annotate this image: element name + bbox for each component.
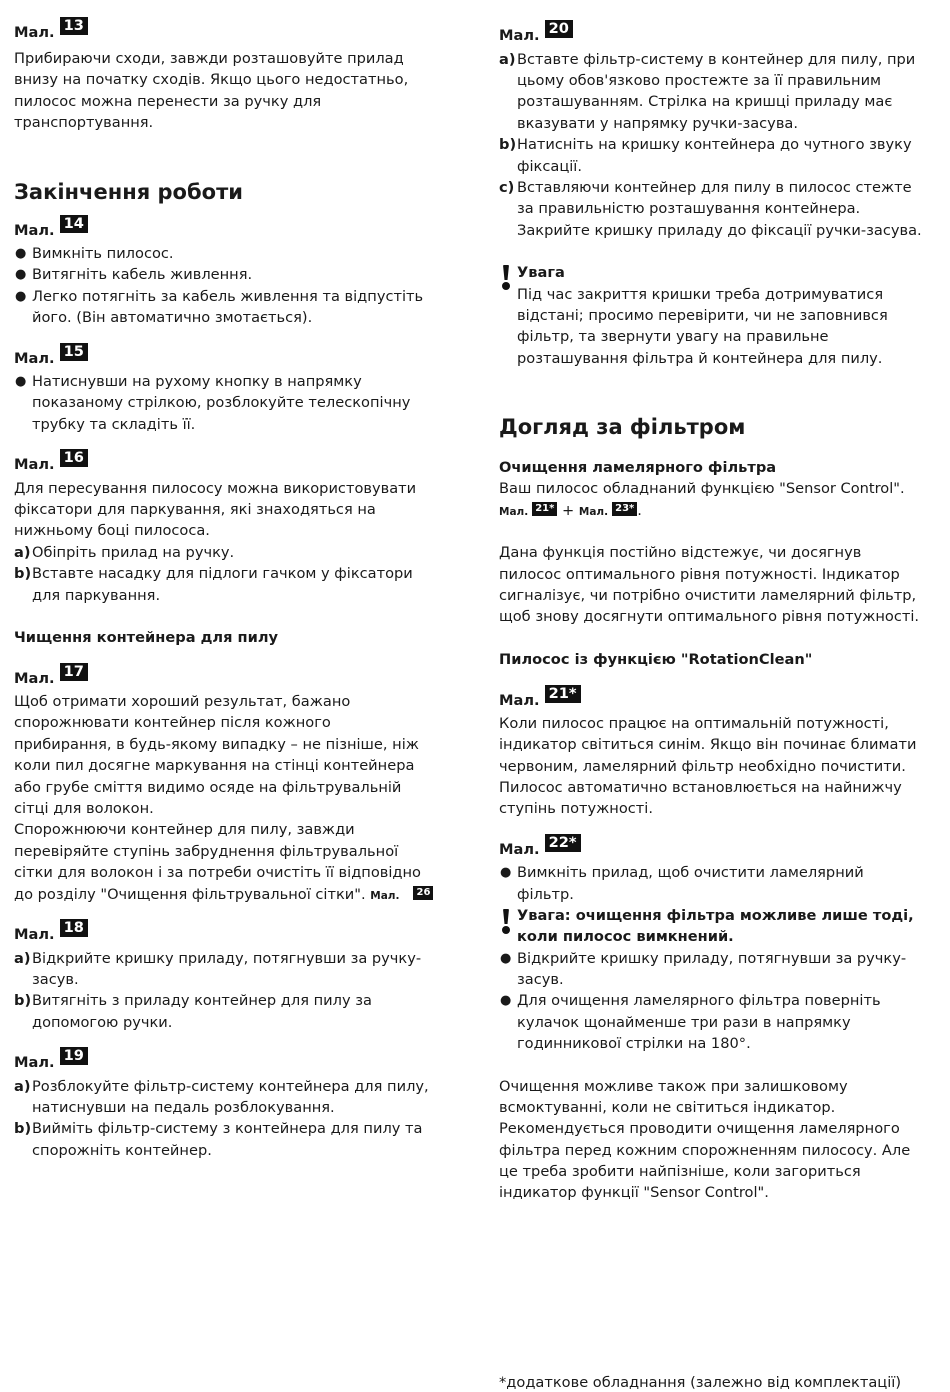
list-item-cont: годинникової стрілки на 180°. — [517, 1035, 751, 1052]
step-label: b) — [14, 565, 32, 582]
step-text: для паркування. — [32, 587, 161, 604]
step-text: Вийміть фільтр-систему з контейнера для пилу та — [32, 1120, 423, 1137]
list-item: Легко потягніть за кабель живлення та відпустіть — [32, 288, 424, 305]
figure-ref-22: Мал. 22* — [499, 841, 581, 859]
step-label: b) — [14, 1120, 32, 1137]
paragraph-line: Прибираючи сходи, завжди розташовуйте прилад — [14, 50, 404, 67]
bullet-icon: ● — [15, 246, 27, 261]
list-item: Для очищення ламелярного фільтра поверніть — [517, 992, 881, 1009]
paragraph-line: нижньому боці пилососа. — [14, 522, 210, 539]
list-item-cont: показаному стрілкою, розблокуйте телескопічну — [32, 394, 411, 411]
step-label: a) — [14, 950, 31, 967]
list-item-cont: засув. — [517, 971, 564, 988]
paragraph-line: Пилосос автоматично встановлюється на найнижчу — [499, 779, 902, 796]
step-text: вказувати у напрямку ручки-засува. — [517, 115, 799, 132]
list-item: Вимкніть пилосос. — [32, 245, 174, 262]
step-text: спорожніть контейнер. — [32, 1142, 212, 1159]
warning-text: фільтр, та звернути увагу на правильне — [517, 328, 829, 345]
bullet-icon: ● — [500, 951, 512, 966]
paragraph-line: коли пил досягне маркування на стінці контейнера — [14, 757, 415, 774]
step-text: за правильністю розташування контейнера. — [517, 200, 861, 217]
step-text: Відкрийте кришку приладу, потягнувши за ручку- — [32, 950, 422, 967]
warning-text: відстані; просимо перевірити, чи не заповнився — [517, 307, 888, 324]
list-item-cont: кулачок щонайменше три рази в напрямку — [517, 1014, 851, 1031]
warning-text: розташування фільтра й контейнера для пилу. — [517, 350, 883, 367]
figure-ref-inline: Мал. 21* + Мал. 23* . — [499, 502, 642, 519]
step-text: засув. — [32, 971, 79, 988]
step-text: фіксації. — [517, 158, 582, 175]
paragraph-line: Ваш пилосос обладнаний функцією "Sensor Control". — [499, 480, 905, 497]
figure-ref-18: Мал. 18 — [14, 926, 88, 944]
list-item-cont: трубку та складіть її. — [32, 416, 196, 433]
paragraph-line: Рекомендується проводити очищення ламелярного — [499, 1120, 900, 1137]
list-item-cont: його. (Він автоматично змотається). — [32, 309, 313, 326]
paragraph-line: пилосос можна перенести за ручку для — [14, 93, 322, 110]
paragraph-line: індикатор світиться синім. Якщо він починає блимати — [499, 736, 917, 753]
paragraph-line: сітки для волокон і за потреби очистіть її відповідно — [14, 864, 421, 881]
paragraph-line: Щоб отримати хороший результат, бажано — [14, 693, 351, 710]
paragraph-line: або грубе сміття видимо осяде на фільтрувальній — [14, 779, 402, 796]
paragraph-line: ступінь потужності. — [499, 800, 653, 817]
subheading-lamellar: Очищення ламелярного фільтра — [499, 459, 777, 476]
list-item: Вимкніть прилад, щоб очистити ламелярний — [517, 864, 864, 881]
step-text: Вставляючи контейнер для пилу в пилосос стежте — [517, 179, 912, 196]
figure-ref-16: Мал. 16 — [14, 456, 88, 474]
paragraph-line: сигналізує, чи потрібно очистити ламелярний фільтр, — [499, 587, 917, 604]
subheading-rotationclean: Пилосос із функцією "RotationClean" — [499, 651, 813, 668]
warning-icon — [500, 265, 512, 295]
bullet-icon: ● — [500, 865, 512, 880]
paragraph-line: пилосос оптимального рівня потужності. Індикатор — [499, 566, 900, 583]
paragraph-line: внизу на початку сходів. Якщо цього недостатньо, — [14, 71, 409, 88]
paragraph-line: індикатор функції "Sensor Control". — [499, 1184, 769, 1201]
step-label: a) — [14, 1078, 31, 1095]
paragraph-line: Спорожнюючи контейнер для пилу, завжди — [14, 821, 355, 838]
paragraph-line: фіксатори для паркування, які знаходяться на — [14, 501, 376, 518]
step-text: Натисніть на кришку контейнера до чутного звуку — [517, 136, 912, 153]
warning-text: коли пилосос вимкнений. — [517, 928, 734, 945]
bullet-icon: ● — [500, 993, 512, 1008]
figure-ref-15: Мал. 15 — [14, 350, 88, 368]
bullet-icon: ● — [15, 374, 27, 389]
paragraph-line: прибирання, в будь-якому випадку – не пізніше, ніж — [14, 736, 419, 753]
step-text: Закрийте кришку приладу до фіксації ручки-засува. — [517, 222, 922, 239]
paragraph-line: це треба зробити найпізніше, коли загориться — [499, 1163, 861, 1180]
paragraph-line: до розділу "Очищення фільтрувальної сітки". Мал. 26 — [14, 884, 433, 907]
footnote: *додаткове обладнання (залежно від комплектації) — [499, 1374, 902, 1391]
paragraph-line: всмоктуванні, коли не світиться індикатор. — [499, 1099, 836, 1116]
step-text: Обіпріть прилад на ручку. — [32, 544, 235, 561]
section-heading-finish: Закінчення роботи — [14, 180, 243, 204]
list-item-cont: фільтр. — [517, 886, 574, 903]
paragraph-line: Для пересування пилососу можна використовувати — [14, 480, 417, 497]
bullet-icon: ● — [15, 289, 27, 304]
warning-icon — [500, 909, 512, 939]
warning-text: Під час закриття кришки треба дотримуватися — [517, 286, 884, 303]
step-text: Вставте насадку для підлоги гачком у фіксатори — [32, 565, 413, 582]
step-label: c) — [499, 179, 515, 196]
step-label: a) — [499, 51, 516, 68]
figure-ref-20: Мал. 20 — [499, 27, 573, 45]
bullet-icon: ● — [15, 267, 27, 282]
figure-ref-14: Мал. 14 — [14, 222, 88, 240]
paragraph-line: фільтра перед кожним спорожненням пилососу. Але — [499, 1142, 911, 1159]
warning-text: Увага: очищення фільтра можливе лише тоді, — [517, 907, 914, 924]
figure-ref-19: Мал. 19 — [14, 1054, 88, 1072]
step-text: розташуванням. Стрілка на кришці приладу має — [517, 93, 893, 110]
step-text: допомогою ручки. — [32, 1014, 173, 1031]
paragraph-line: сітці для волокон. — [14, 800, 154, 817]
figure-ref-17: Мал. 17 — [14, 670, 88, 688]
paragraph-line: спорожнювати контейнер після кожного — [14, 714, 331, 731]
figure-ref-21: Мал. 21* — [499, 692, 581, 710]
list-item: Натиснувши на рухому кнопку в напрямку — [32, 373, 362, 390]
paragraph-line: Очищення можливе також при залишковому — [499, 1078, 848, 1095]
paragraph-line: червоним, ламелярний фільтр необхідно почистити. — [499, 758, 906, 775]
step-label: a) — [14, 544, 31, 561]
subheading-dust-container: Чищення контейнера для пилу — [14, 629, 279, 646]
warning-title: Увага — [517, 264, 565, 281]
figure-ref-13: Мал. 13 — [14, 24, 88, 42]
step-text: Розблокуйте фільтр-систему контейнера для пилу, — [32, 1078, 429, 1095]
paragraph-line: Дана функція постійно відстежує, чи досягнув — [499, 544, 862, 561]
step-text: цьому обов'язково простежте за її правильним — [517, 72, 882, 89]
paragraph-line: транспортування. — [14, 114, 154, 131]
step-text: натиснувши на педаль розблокування. — [32, 1099, 335, 1116]
paragraph-line: щоб знову досягнути оптимального рівня потужності. — [499, 608, 920, 625]
step-label: b) — [14, 992, 32, 1009]
step-label: b) — [499, 136, 517, 153]
step-text: Витягніть з приладу контейнер для пилу за — [32, 992, 372, 1009]
step-text: Вставте фільтр-систему в контейнер для пилу, при — [517, 51, 916, 68]
section-heading-filter-care: Догляд за фільтром — [499, 415, 746, 439]
list-item: Відкрийте кришку приладу, потягнувши за ручку- — [517, 950, 907, 967]
list-item: Витягніть кабель живлення. — [32, 266, 253, 283]
paragraph-line: перевіряйте ступінь забруднення фільтрувальної — [14, 843, 399, 860]
paragraph-line: Коли пилосос працює на оптимальній потужності, — [499, 715, 889, 732]
